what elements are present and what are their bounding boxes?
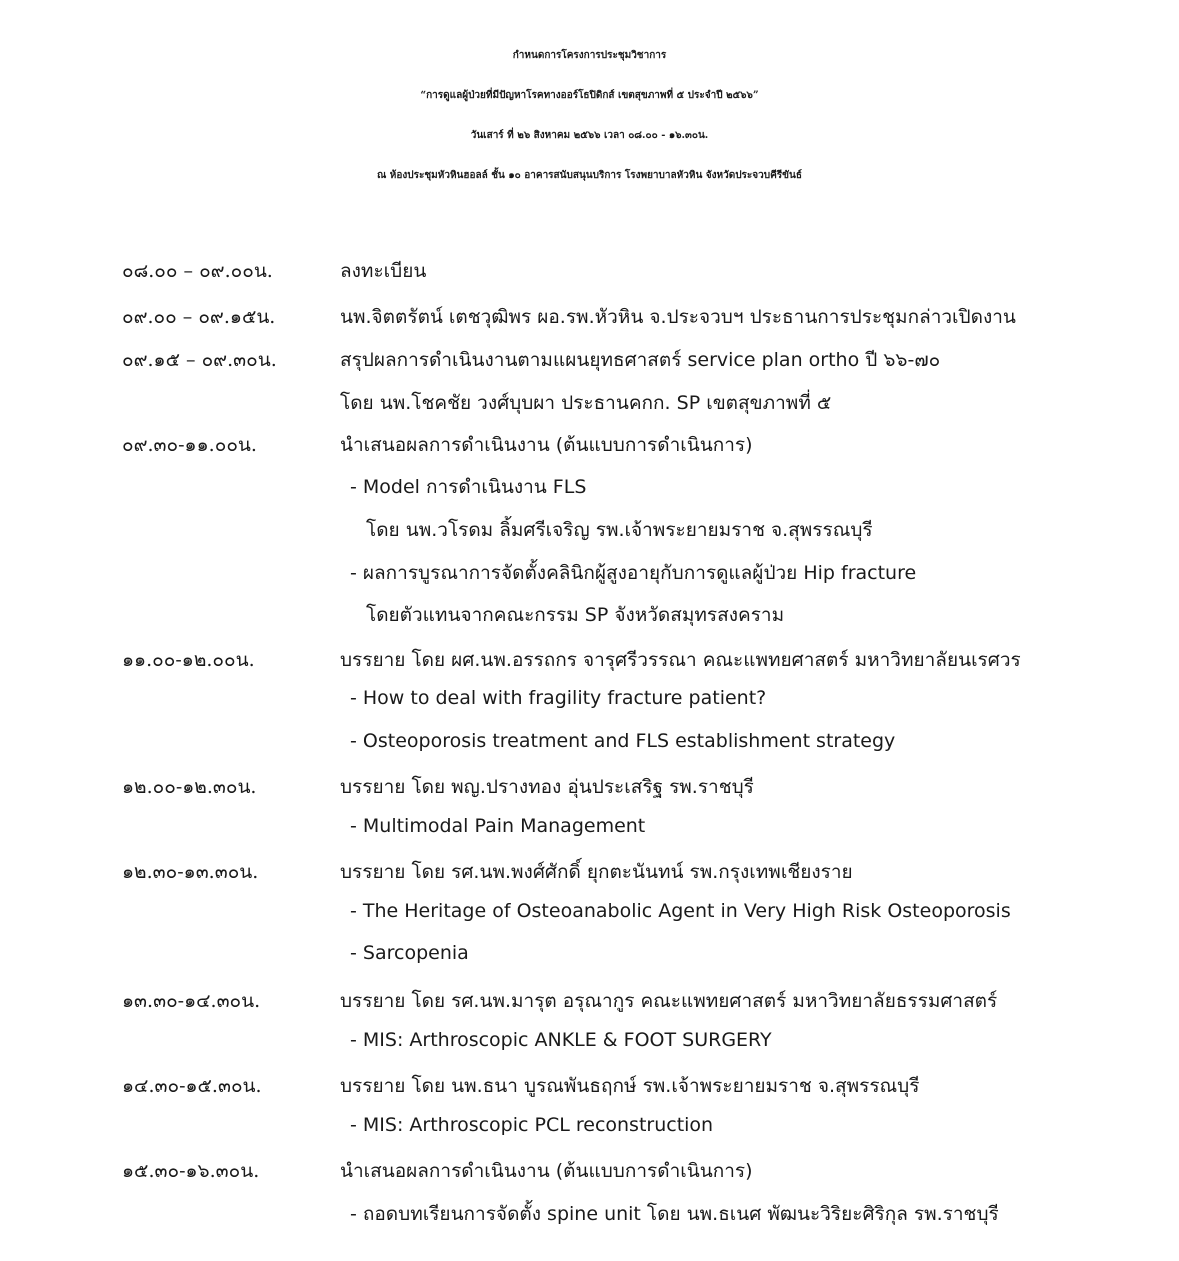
document-title: กำหนดการโครงการประชุมวิชาการ — [512, 50, 667, 61]
conference-name: “การดูแลผู้ป่วยที่มีปัญหาโรคทางออร์โธปิดิกส์ เขตสุขภาพที่ ๕ ประจำปี ๒๕๖๖” — [420, 90, 759, 101]
schedule-item-text: บรรยาย โดย นพ.ธนา บูรณพันธฤกษ์ รพ.เจ้าพระยายมราช จ.สุพรรณบุรี — [340, 1075, 920, 1097]
schedule-time: ๑๓.๓๐-๑๔.๓๐น. — [122, 990, 261, 1012]
schedule-time: ๐๘.๐๐ – ๐๙.๐๐น. — [122, 260, 273, 282]
schedule-subitem: - Model การดำเนินงาน FLS — [350, 476, 587, 498]
schedule-subitem: - ผลการบูรณาการจัดตั้งคลินิกผู้สูงอายุกับการดูแลผู้ป่วย Hip fracture — [350, 562, 917, 584]
schedule-time: ๑๔.๓๐-๑๕.๓๐น. — [122, 1075, 262, 1097]
schedule-item-speaker: โดย นพ.โชคชัย วงศ์บุบผา ประธานคกก. SP เขตสุขภาพที่ ๕ — [340, 392, 832, 414]
schedule-time: ๑๑.๐๐-๑๒.๐๐น. — [122, 649, 255, 671]
schedule-subitem: - How to deal with fragility fracture patient? — [350, 687, 767, 709]
schedule-item-text: ลงทะเบียน — [340, 260, 427, 282]
schedule-time: ๐๙.๓๐-๑๑.๐๐น. — [122, 434, 257, 456]
schedule-item-text: บรรยาย โดย รศ.นพ.พงศ์ศักดิ์ ยุกตะนันทน์ รพ.กรุงเทพเชียงราย — [340, 861, 853, 883]
schedule-subitem: - The Heritage of Osteoanabolic Agent in Very High Risk Osteoporosis — [350, 900, 1011, 922]
schedule-item-text: บรรยาย โดย พญ.ปรางทอง อุ่นประเสริฐ รพ.ราชบุรี — [340, 776, 754, 798]
schedule-item-text: นำเสนอผลการดำเนินงาน (ต้นแบบการดำเนินการ) — [340, 434, 753, 456]
schedule-subitem: - MIS: Arthroscopic ANKLE & FOOT SURGERY — [350, 1029, 772, 1051]
schedule-subitem: - ถอดบทเรียนการจัดตั้ง spine unit โดย นพ.ธเนศ พัฒนะวิริยะศิริกุล รพ.ราชบุรี — [350, 1203, 999, 1225]
schedule-time: ๑๕.๓๐-๑๖.๓๐น. — [122, 1160, 260, 1182]
schedule-time: ๑๒.๓๐-๑๓.๓๐น. — [122, 861, 259, 883]
conference-date: วันเสาร์ ที่ ๒๖ สิงหาคม ๒๕๖๖ เวลา ๐๘.๐๐ - ๑๖.๓๐น. — [470, 130, 709, 141]
schedule-subitem: - Sarcopenia — [350, 942, 469, 964]
schedule-item-speaker: โดย นพ.วโรดม ลิ้มศรีเจริญ รพ.เจ้าพระยายมราช จ.สุพรรณบุรี — [366, 519, 873, 541]
schedule-item-text: บรรยาย โดย ผศ.นพ.อรรถกร จารุศรีวรรณา คณะแพทยศาสตร์ มหาวิทยาลัยนเรศวร — [340, 649, 1021, 671]
schedule-time: ๑๒.๐๐-๑๒.๓๐น. — [122, 776, 257, 798]
schedule-item-text: บรรยาย โดย รศ.นพ.มารุต อรุณากูร คณะแพทยศาสตร์ มหาวิทยาลัยธรรมศาสตร์ — [340, 990, 998, 1012]
schedule-item-text: นพ.จิตตรัตน์ เตชวุฒิพร ผอ.รพ.หัวหิน จ.ประจวบฯ ประธานการประชุมกล่าวเปิดงาน — [340, 306, 1016, 328]
schedule-subitem: - Multimodal Pain Management — [350, 815, 646, 837]
schedule-subitem: - Osteoporosis treatment and FLS establishment strategy — [350, 730, 896, 752]
schedule-time: ๐๙.๐๐ – ๐๙.๑๕น. — [122, 306, 276, 328]
schedule-item-speaker: โดยตัวแทนจากคณะกรรม SP จังหวัดสมุทรสงคราม — [366, 604, 785, 626]
schedule-time: ๐๙.๑๕ – ๐๙.๓๐น. — [122, 349, 277, 371]
schedule-item-text: นำเสนอผลการดำเนินงาน (ต้นแบบการดำเนินการ) — [340, 1160, 753, 1182]
schedule-item-text: สรุปผลการดำเนินงานตามแผนยุทธศาสตร์ service plan ortho ปี ๖๖-๗๐ — [340, 349, 941, 371]
conference-venue: ณ ห้องประชุมหัวหินฮอลล์ ชั้น ๑๐ อาคารสนับสนุนบริการ โรงพยาบาลหัวหิน จังหวัดประจวบคีรีขันธ์ — [377, 170, 802, 181]
schedule-subitem: - MIS: Arthroscopic PCL reconstruction — [350, 1114, 714, 1136]
